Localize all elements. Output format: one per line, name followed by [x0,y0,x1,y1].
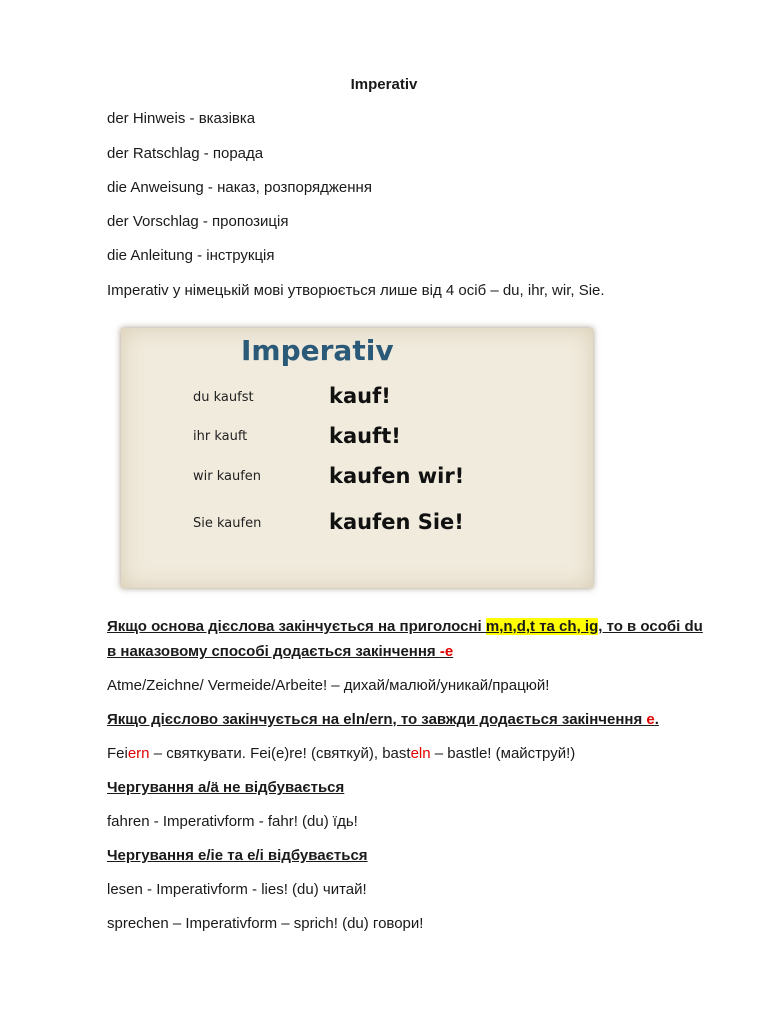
card-form: Sie kaufen [193,516,262,531]
rule-text: в наказовому способі додається закінчення [107,643,440,660]
vocab-item: der Vorschlag - пропозиція [107,213,289,230]
card-form: wir kaufen [193,469,262,484]
vocab-item: die Anweisung - наказ, розпорядження [107,179,372,196]
example-text [107,745,575,763]
page-title: Imperativ [350,76,418,93]
card-imperative: kauft! [329,424,401,448]
example-text: fahren - Imperativform - fahr! (du) їдь! [107,813,358,830]
ending-e: -e [439,643,454,660]
rule-text: Якщо основа дієслова закінчується на приголосні [107,618,486,635]
vocab-item: die Anleitung - інструкція [107,247,275,264]
intro-text: Imperativ у німецькій мові утворюється лише від 4 осіб – du, ihr, wir, Sie. [107,282,605,299]
vocab-item: der Ratschlag - порада [107,145,264,162]
imperativ-illustration [121,328,593,588]
card-form: du kaufst [193,390,254,405]
card-imperative: kauf! [329,384,391,408]
card-imperative: kaufen wir! [329,464,465,488]
rule-heading: Чергування e/ie та e/i відбувається [107,847,368,864]
rule-text: , то в особі du [598,618,703,635]
rule-heading: Чергування a/ä не відбувається [107,779,345,796]
example-text: Atme/Zeichne/ Vermeide/Arbeite! – дихай/малюй/уникай/працюй! [107,677,550,694]
rule-text: Якщо дієслово закінчується на eln/ern, то завжди додається закінчення [107,711,647,728]
card-imperative: kaufen Sie! [329,510,464,534]
highlighted-consonants: m,n,d,t та ch, ig [485,618,599,635]
rule-text: . [654,711,659,728]
ending-red: ern [127,745,150,762]
text-part: – bastle! (майструй!) [430,745,576,762]
rule-heading [107,711,659,729]
card-form: ihr kauft [193,429,248,444]
example-text: lesen - Imperativform - lies! (du) читай! [107,881,367,898]
text-part: – святкувати. Fei(e)re! (святкуй), bast [149,745,411,762]
rule-heading [107,618,703,636]
card-title: Imperativ [241,334,394,367]
vocab-item: der Hinweis - вказівка [107,110,256,127]
rule-heading [107,643,453,661]
ending-red: eln [410,745,431,762]
text-part: Fei [107,745,128,762]
ending-e: e [646,711,655,728]
example-text: sprechen – Imperativform – sprich! (du) говори! [107,915,424,932]
